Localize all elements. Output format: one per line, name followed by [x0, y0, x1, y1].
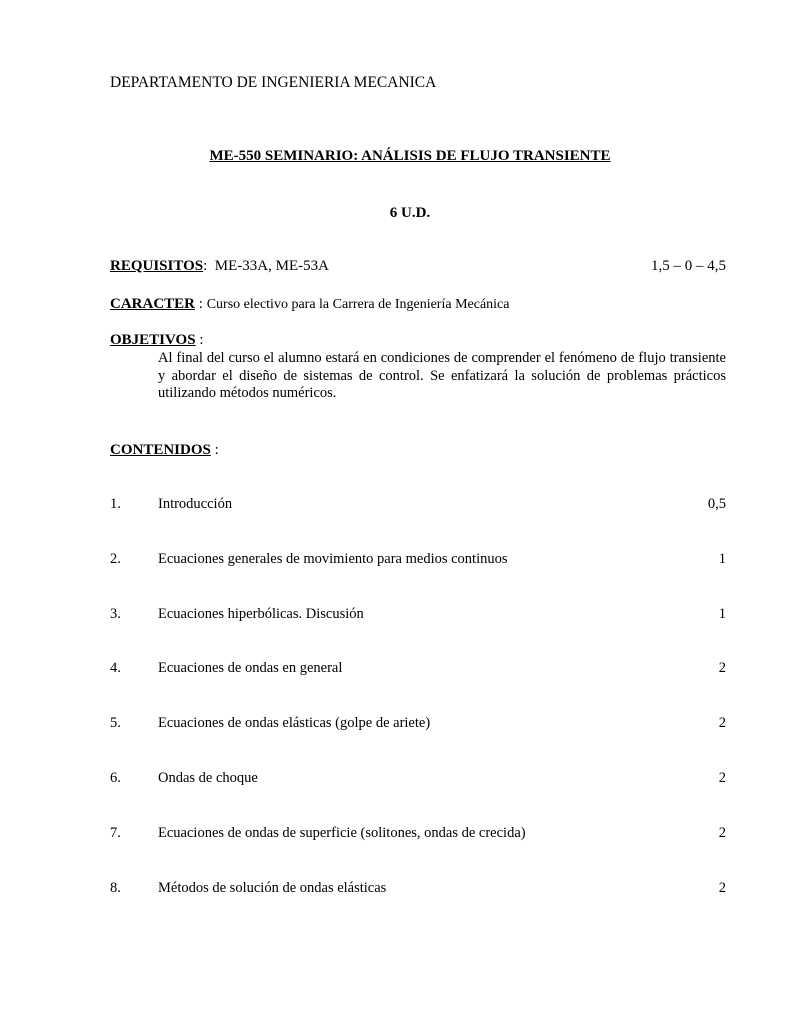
contenido-item	[110, 770, 726, 787]
objetivos-label: OBJETIVOS	[110, 332, 196, 348]
caracter-label: CARACTER	[110, 296, 196, 312]
item-hours: 1	[718, 606, 726, 622]
item-topic: Métodos de solución de ondas elásticas	[158, 880, 387, 896]
contenido-item	[110, 880, 726, 897]
requisitos-separator: :	[203, 258, 208, 274]
item-topic: Ecuaciones generales de movimiento para medios continuos	[158, 551, 508, 567]
item-hours: 2	[718, 660, 726, 676]
contenido-item	[110, 715, 726, 732]
item-topic: Ondas de choque	[158, 770, 258, 786]
item-hours: 2	[718, 715, 726, 731]
requisitos-value: ME-33A, ME-53A	[214, 258, 329, 274]
item-number: 7.	[110, 825, 121, 841]
course-units: 6 U.D.	[389, 205, 431, 221]
item-hours: 1	[718, 551, 726, 567]
contenidos-label: CONTENIDOS	[110, 442, 211, 458]
item-hours: 2	[718, 770, 726, 786]
contenidos-separator: :	[214, 442, 219, 458]
item-topic: Ecuaciones de ondas de superficie (solitones, ondas de crecida)	[158, 825, 526, 841]
item-number: 4.	[110, 660, 121, 676]
contenido-item	[110, 551, 726, 568]
caracter-value: Curso electivo para la Carrera de Ingeniería Mecánica	[206, 297, 510, 312]
item-number: 3.	[110, 606, 121, 622]
objetivos-text: Al final del curso el alumno estará en condiciones de comprender el fenómeno de flujo transiente y abordar el diseño de sistemas de control. Se enfatizará la solución de problemas prácticos utilizando métodos numéricos.	[158, 350, 726, 401]
requisitos-line	[110, 258, 329, 275]
requisitos-label: REQUISITOS	[110, 258, 204, 274]
requisitos-hours: 1,5 – 0 – 4,5	[651, 258, 726, 274]
caracter-row	[110, 296, 509, 313]
item-number: 2.	[110, 551, 121, 567]
item-number: 6.	[110, 770, 121, 786]
item-number: 5.	[110, 715, 121, 731]
contenidos-heading	[110, 442, 219, 459]
contenido-item	[110, 496, 726, 513]
contenido-item	[110, 606, 726, 623]
item-topic: Ecuaciones hiperbólicas. Discusión	[158, 606, 364, 622]
course-title: ME-550 SEMINARIO: ANÁLISIS DE FLUJO TRANSIENTE	[209, 148, 611, 164]
item-topic: Ecuaciones de ondas elásticas (golpe de ariete)	[158, 715, 431, 731]
item-number: 1.	[110, 496, 121, 512]
objetivos-separator: :	[199, 332, 204, 348]
item-topic: Ecuaciones de ondas en general	[158, 660, 343, 676]
item-topic: Introducción	[158, 496, 233, 512]
department-heading: DEPARTAMENTO DE INGENIERIA MECANICA	[110, 74, 437, 91]
contenido-item	[110, 825, 726, 842]
item-hours: 2	[718, 880, 726, 896]
item-hours: 0,5	[707, 496, 726, 512]
item-number: 8.	[110, 880, 121, 896]
item-hours: 2	[718, 825, 726, 841]
caracter-separator: :	[198, 296, 203, 312]
objetivos-heading	[110, 332, 203, 349]
contenido-item	[110, 660, 726, 677]
requisitos-row	[110, 258, 726, 275]
